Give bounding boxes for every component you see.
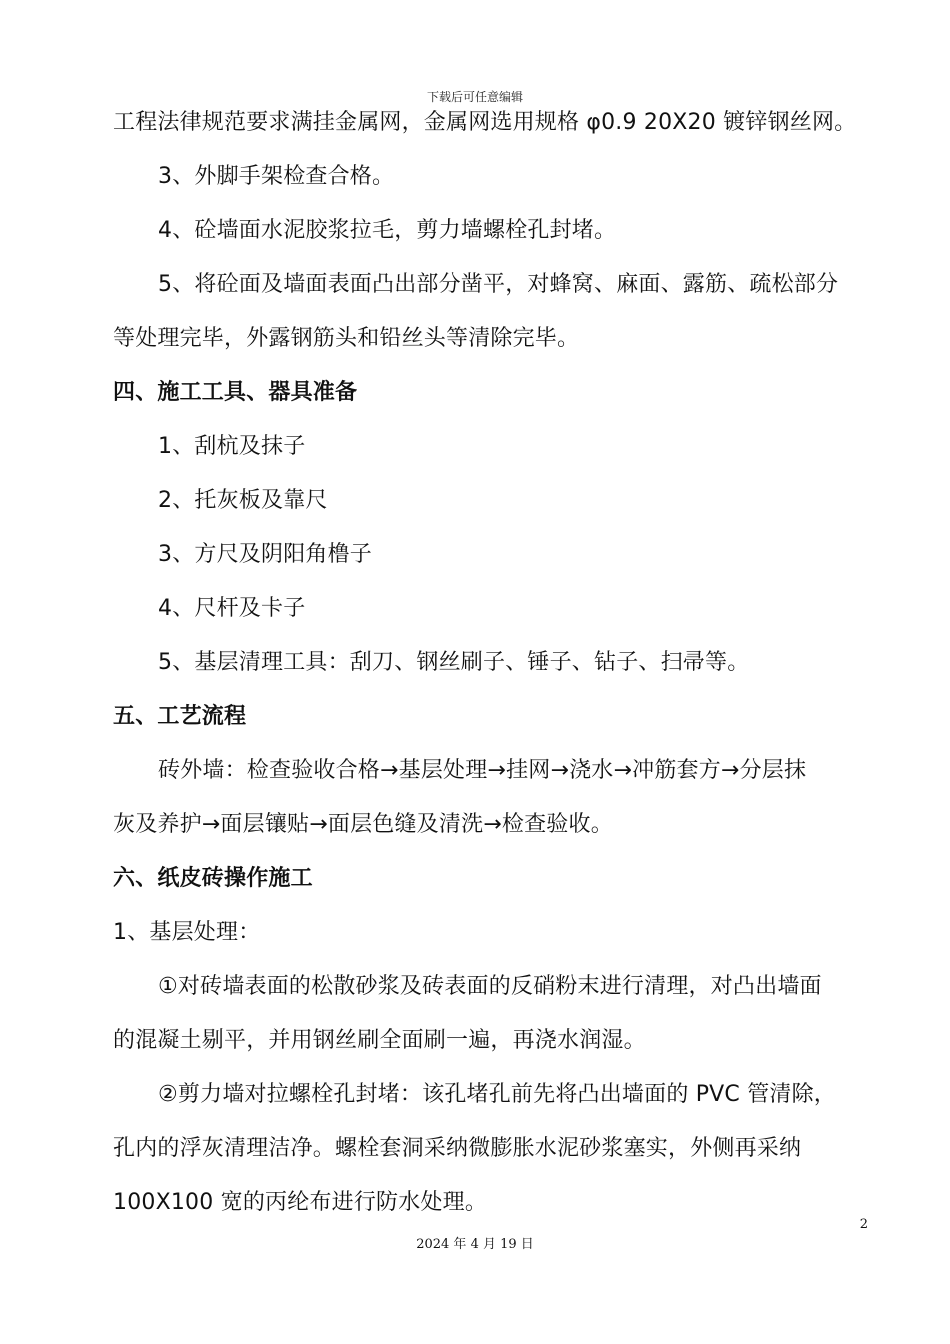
- list-item: 4、砼墙面水泥胶浆拉毛，剪力墙螺栓孔封堵。: [158, 218, 617, 243]
- header-note: 下载后可任意编辑: [426, 90, 523, 104]
- section-heading: 四、施工工具、器具准备: [113, 380, 358, 405]
- paragraph-line: 孔内的浮灰清理洁净。螺栓套洞采纳微膨胀水泥砂浆塞实，外侧再采纳: [113, 1136, 802, 1161]
- page-number: 2: [859, 1217, 868, 1232]
- footer-date: 2024 年 4 月 19 日: [416, 1237, 534, 1252]
- list-item: 3、外脚手架检查合格。: [158, 164, 395, 189]
- list-item: 5、基层清理工具：刮刀、钢丝刷子、锤子、钻子、扫帚等。: [158, 650, 750, 675]
- paragraph-line: ①对砖墙表面的松散砂浆及砖表面的反硝粉末进行清理，对凸出墙面: [158, 974, 822, 999]
- paragraph-line: ②剪力墙对拉螺栓孔封堵：该孔堵孔前先将凸出墙面的 PVC 管清除，: [158, 1082, 836, 1107]
- paragraph-line: 砖外墙：检查验收合格→基层处理→挂网→浇水→冲筋套方→分层抹: [158, 758, 807, 783]
- paragraph-line: 等处理完毕，外露钢筋头和铅丝头等清除完毕。: [113, 326, 580, 351]
- paragraph-line: 工程法律规范要求满挂金属网，金属网选用规格 φ0.9 20X20 镀锌钢丝网。: [113, 110, 857, 135]
- section-heading: 六、纸皮砖操作施工: [113, 866, 313, 891]
- section-heading: 五、工艺流程: [113, 704, 247, 729]
- list-item: 2、托灰板及靠尺: [158, 488, 328, 513]
- list-item: 1、刮杭及抹子: [158, 434, 306, 459]
- list-item: 4、尺杆及卡子: [158, 596, 306, 621]
- subsection-title: 1、基层处理：: [113, 920, 261, 945]
- list-item: 5、将砼面及墙面表面凸出部分凿平，对蜂窝、麻面、露筋、疏松部分: [158, 272, 839, 297]
- paragraph-line: 100X100 宽的丙纶布进行防水处理。: [113, 1190, 488, 1215]
- paragraph-line: 的混凝土剔平，并用钢丝刷全面刷一遍，再浇水润湿。: [113, 1028, 646, 1053]
- paragraph-line: 灰及养护→面层镶贴→面层色缝及清洗→检查验收。: [113, 812, 613, 837]
- list-item: 3、方尺及阴阳角橹子: [158, 542, 372, 567]
